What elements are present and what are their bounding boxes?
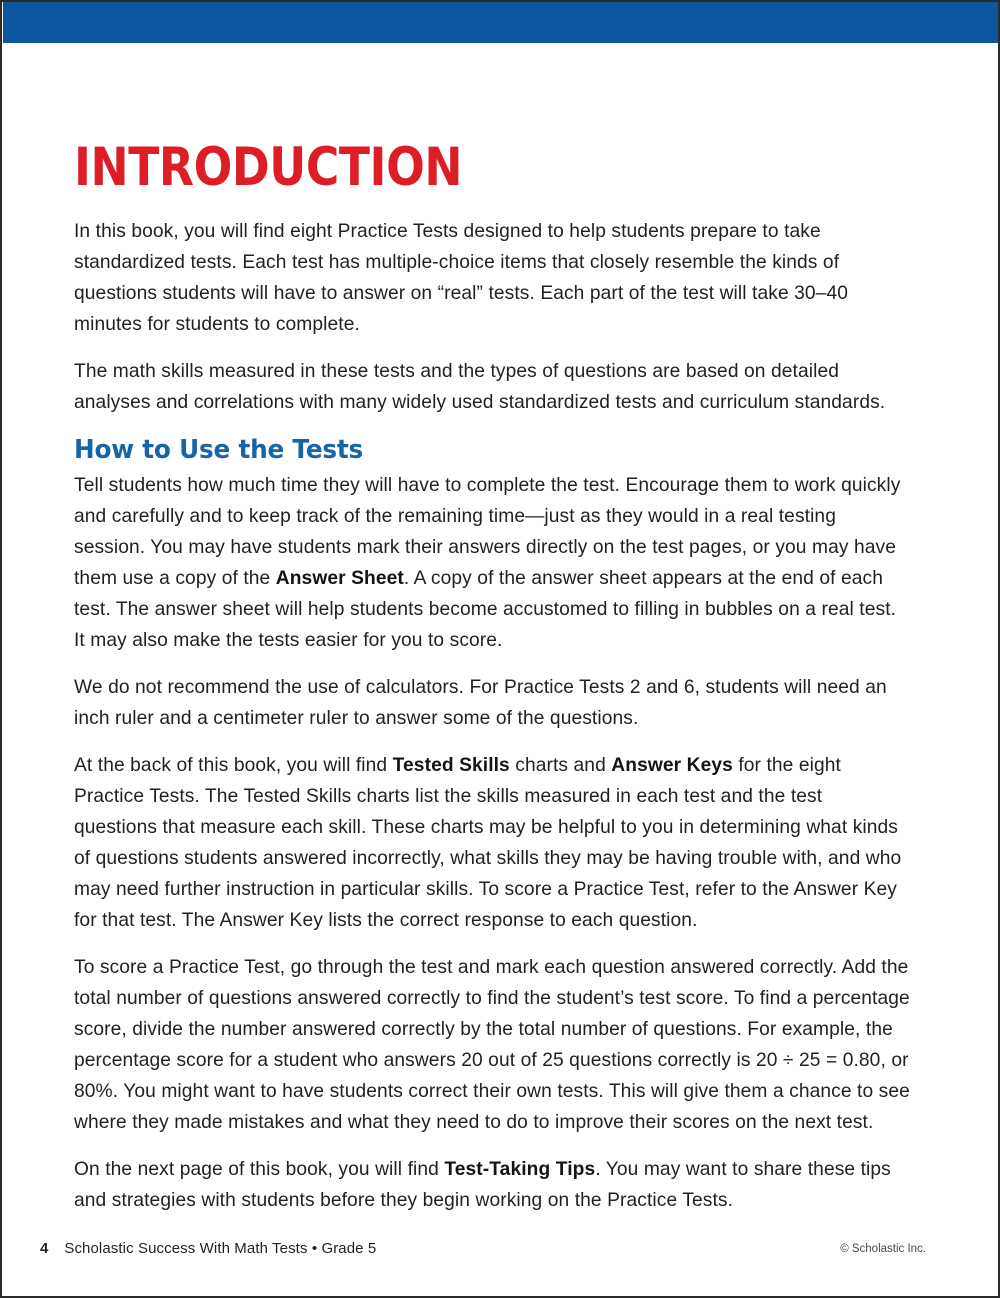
section-heading-how-to-use-the-tests: How to Use the Tests	[74, 434, 364, 465]
tested-skills-emphasis: Tested Skills	[392, 754, 510, 776]
footer-page-number: 4	[40, 1240, 49, 1257]
test-taking-tips-text-part-2: . You may want to share these tips and strategies with students before they begin working on the Practice Tests.	[74, 1158, 891, 1211]
intro-paragraph-1: In this book, you will find eight Practice Tests designed to help students prepare to take standardized tests. Each test has multiple-choice items that closely resemble the kinds of questions students will have to answer on “real” tests. Each part of the test will take 30–40 minutes for students to complete.	[74, 220, 849, 335]
footer-copyright: © Scholastic Inc.	[840, 1243, 926, 1255]
footer-book-title: Scholastic Success With Math Tests • Grade 5	[64, 1240, 377, 1257]
tested-skills-text-part-3: for the eight Practice Tests. The Tested Skills charts list the skills measured in each test and the test questions that measure each skill. These charts may be helpful to you in determining what kinds of questions students answered incorrectly, what skills they may be having trouble with, and who may need further instruction in particular skills. To score a Practice Test, refer to the Answer Key for that test. The Answer Key lists the correct response to each question.	[74, 754, 902, 931]
header-accent-bar	[3, 2, 999, 43]
footer-left-group	[40, 1240, 376, 1257]
page-title: INTRODUCTION	[74, 137, 463, 198]
tested-skills-text-part-2: charts and	[509, 754, 612, 776]
test-taking-tips-paragraph	[74, 1154, 910, 1216]
page-content	[74, 137, 910, 1232]
intro-paragraph-2: The math skills measured in these tests and the types of questions are based on detailed analyses and correlations with many widely used standardized tests and curriculum standards.	[74, 360, 886, 413]
test-taking-tips-emphasis: Test-Taking Tips	[444, 1158, 596, 1180]
test-taking-tips-text-part-1: On the next page of this book, you will find	[74, 1158, 445, 1180]
tested-skills-paragraph	[74, 750, 910, 936]
calculators-paragraph: We do not recommend the use of calculators. For Practice Tests 2 and 6, students will need an inch ruler and a centimeter ruler to answer some of the questions.	[74, 676, 887, 729]
answer-keys-emphasis: Answer Keys	[611, 754, 733, 776]
scoring-paragraph: To score a Practice Test, go through the test and mark each question answered correctly. Add the total number of questions answered correctly to find the student’s test score. To find a percentage score, divide the number answered correctly by the total number of questions. For example, the percentage score for a student who answers 20 out of 25 questions correctly is 20 ÷ 25 = 0.80, or 80%. You might want to have students correct their own tests. This will give them a chance to see where they made mistakes and what they need to do to improve their scores on the next test.	[74, 956, 910, 1133]
tested-skills-text-part-1: At the back of this book, you will find	[74, 754, 393, 776]
how-to-use-paragraph	[74, 470, 910, 656]
how-to-use-text-part-2: . A copy of the answer sheet appears at the end of each test. The answer sheet will help students become accustomed to filling in bubbles on a real test. It may also make the tests easier for you to score.	[74, 567, 897, 651]
page-footer	[2, 1240, 998, 1262]
answer-sheet-emphasis: Answer Sheet	[275, 567, 404, 589]
how-to-use-text-part-1: Tell students how much time they will have to complete the test. Encourage them to work quickly and carefully and to keep track of the remaining time—just as they would in a real testing session. You may have students mark their answers directly on the test pages, or you may have them use a copy of the	[74, 474, 901, 589]
